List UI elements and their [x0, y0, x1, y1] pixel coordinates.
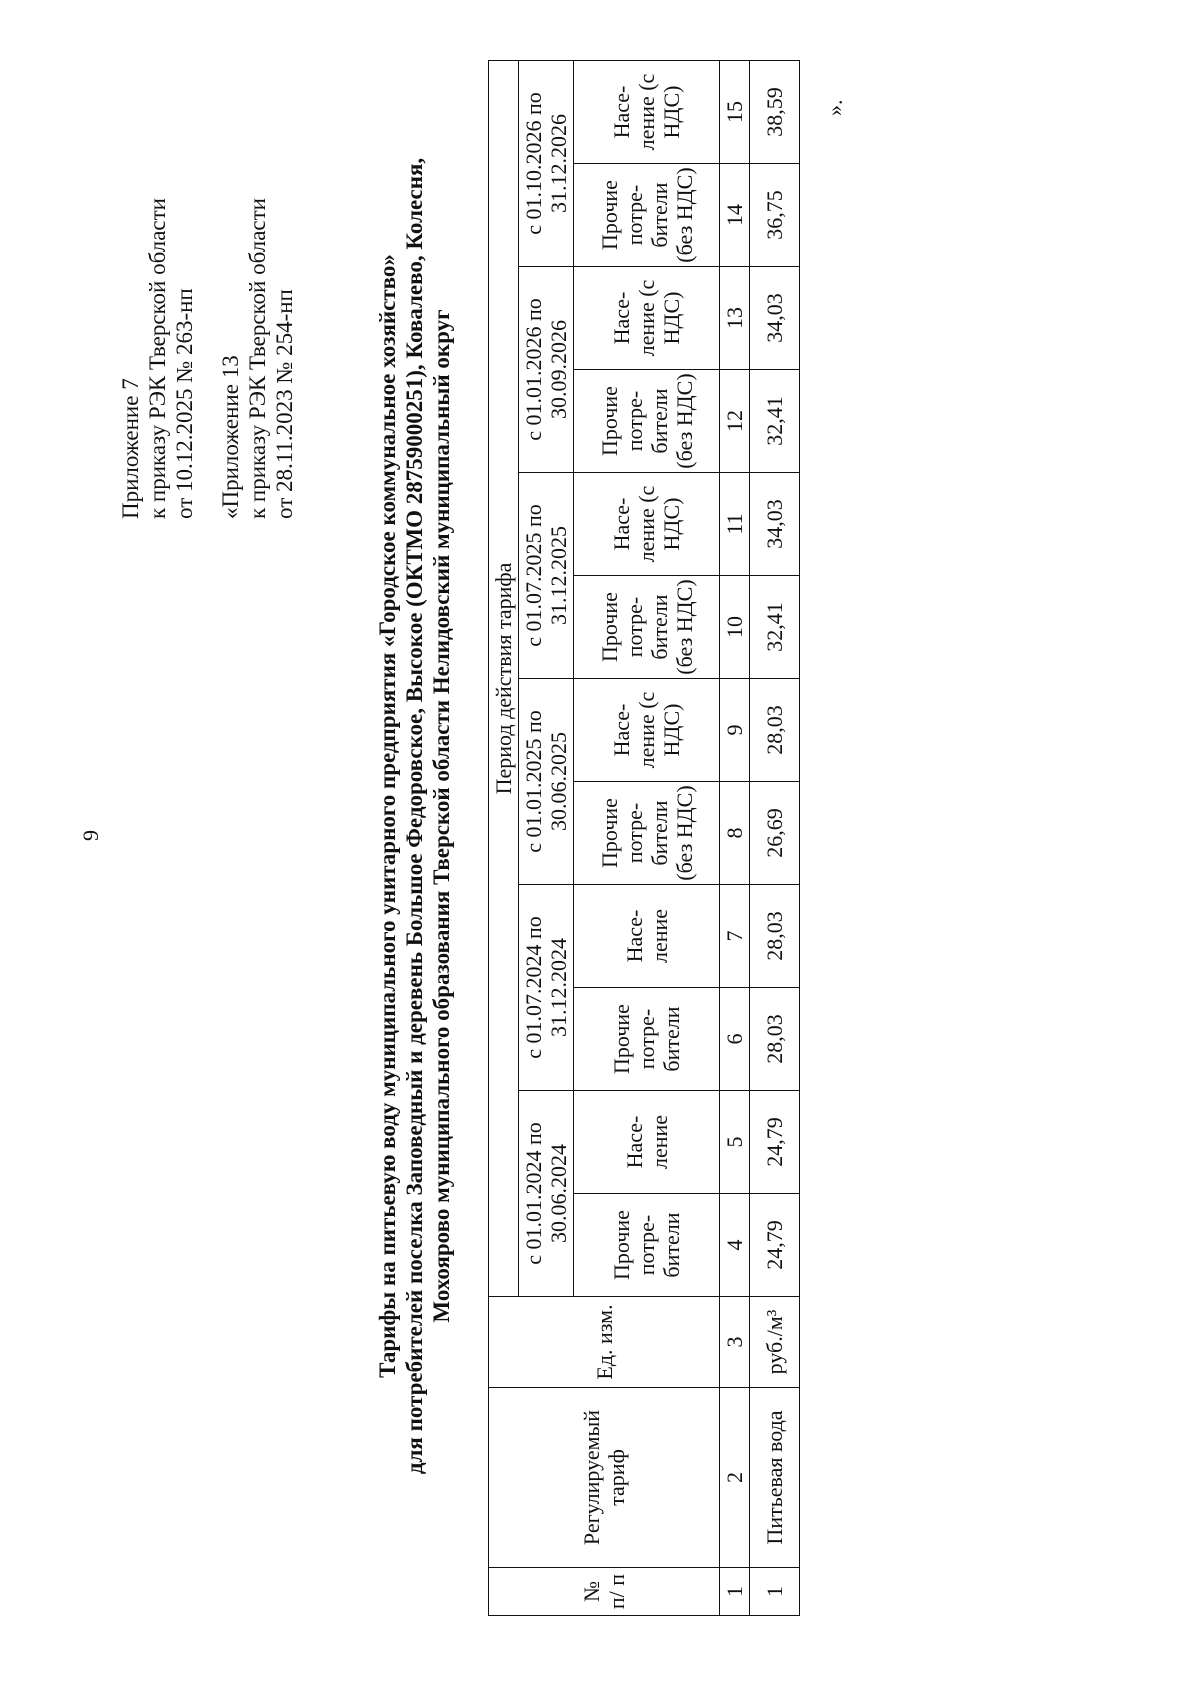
tariff-value: 38,59	[750, 60, 800, 163]
index-cell: 15	[720, 60, 750, 163]
index-cell: 2	[720, 1388, 750, 1568]
approval-line: к приказу РЭК Тверской области	[245, 198, 270, 519]
consumer-subheader: Насе-ление (с НДС)	[574, 473, 720, 576]
consumer-subheader: Прочие потре-бители	[574, 988, 720, 1091]
index-cell: 12	[720, 370, 750, 473]
approval-block-previous	[217, 198, 298, 519]
tariff-value: 32,41	[750, 576, 800, 679]
consumer-subheader: Насе-ление	[574, 885, 720, 988]
title-line: для потребителей поселка Заповедный и деревень Большое Федоровское, Высокое (ОКТМО 28759000251), Ковалево, Колесня,	[402, 157, 427, 1475]
consumer-subheader: Прочие потре-бители (без НДС)	[574, 782, 720, 885]
title-line: Тарифы на питьевую воду муниципального унитарного предприятия «Городское коммунальное хозяйство»	[375, 254, 400, 1378]
header-period: Период действия тарифа	[489, 60, 519, 1296]
index-cell: 14	[720, 164, 750, 267]
consumer-subheader: Прочие потре-бители	[574, 1194, 720, 1297]
index-cell: 7	[720, 885, 750, 988]
period-header: с 01.07.2024 по 31.12.2024	[519, 885, 574, 1091]
tariff-value: 34,03	[750, 267, 800, 370]
tariff-value: 24,79	[750, 1194, 800, 1297]
consumer-subheader: Прочие потре-бители (без НДС)	[574, 164, 720, 267]
tariff-value: 28,03	[750, 885, 800, 988]
tariff-value: 24,79	[750, 1091, 800, 1194]
approval-line: к приказу РЭК Тверской области	[145, 198, 170, 519]
index-cell: 4	[720, 1194, 750, 1297]
approval-line: от 10.12.2025 № 263-нп	[172, 288, 197, 519]
index-cell: 13	[720, 267, 750, 370]
approval-line: от 28.11.2023 № 254-нп	[272, 289, 297, 519]
approval-line: «Приложение 13	[218, 355, 243, 519]
row-tariff: Питьевая вода	[750, 1388, 800, 1568]
header-tariff: Регулируемый тариф	[489, 1388, 720, 1568]
consumer-subheader: Прочие потре-бители (без НДС)	[574, 370, 720, 473]
index-cell: 11	[720, 473, 750, 576]
header-num: № п/ п	[489, 1568, 720, 1616]
consumer-subheader: Насе-ление (с НДС)	[574, 679, 720, 782]
period-header: с 01.07.2025 по 31.12.2025	[519, 473, 574, 679]
index-cell: 9	[720, 679, 750, 782]
tariff-value: 32,41	[750, 370, 800, 473]
approval-block-current	[117, 198, 198, 519]
period-header: с 01.01.2025 по 30.06.2025	[519, 679, 574, 885]
title-line: Мохоярово муниципального образования Тверской области Нелидовский муниципальный округ	[429, 309, 454, 1323]
consumer-subheader: Насе-ление (с НДС)	[574, 267, 720, 370]
consumer-subheader: Насе-ление	[574, 1091, 720, 1194]
index-cell: 8	[720, 782, 750, 885]
header-unit: Ед. изм.	[489, 1297, 720, 1388]
period-header: с 01.10.2026 по 31.12.2026	[519, 60, 574, 266]
tariff-table	[488, 60, 800, 1616]
closing-quote: ».	[822, 99, 847, 116]
consumer-subheader: Прочие потре-бители (без НДС)	[574, 576, 720, 679]
page-number: 9	[78, 830, 103, 841]
tariff-value: 26,69	[750, 782, 800, 885]
tariff-value: 28,03	[750, 988, 800, 1091]
tariff-value: 36,75	[750, 164, 800, 267]
index-cell: 1	[720, 1568, 750, 1616]
index-cell: 3	[720, 1297, 750, 1388]
tariff-value: 28,03	[750, 679, 800, 782]
tariff-value: 34,03	[750, 473, 800, 576]
index-cell: 6	[720, 988, 750, 1091]
period-header: с 01.01.2026 по 30.09.2026	[519, 267, 574, 473]
consumer-subheader: Насе-ление (с НДС)	[574, 60, 720, 163]
index-cell: 10	[720, 576, 750, 679]
document-title	[374, 36, 455, 1596]
row-num: 1	[750, 1568, 800, 1616]
table-row	[750, 60, 800, 1615]
period-header: с 01.01.2024 по 30.06.2024	[519, 1091, 574, 1297]
approval-line: Приложение 7	[118, 378, 143, 519]
row-unit: руб./м³	[750, 1297, 800, 1388]
index-cell: 5	[720, 1091, 750, 1194]
